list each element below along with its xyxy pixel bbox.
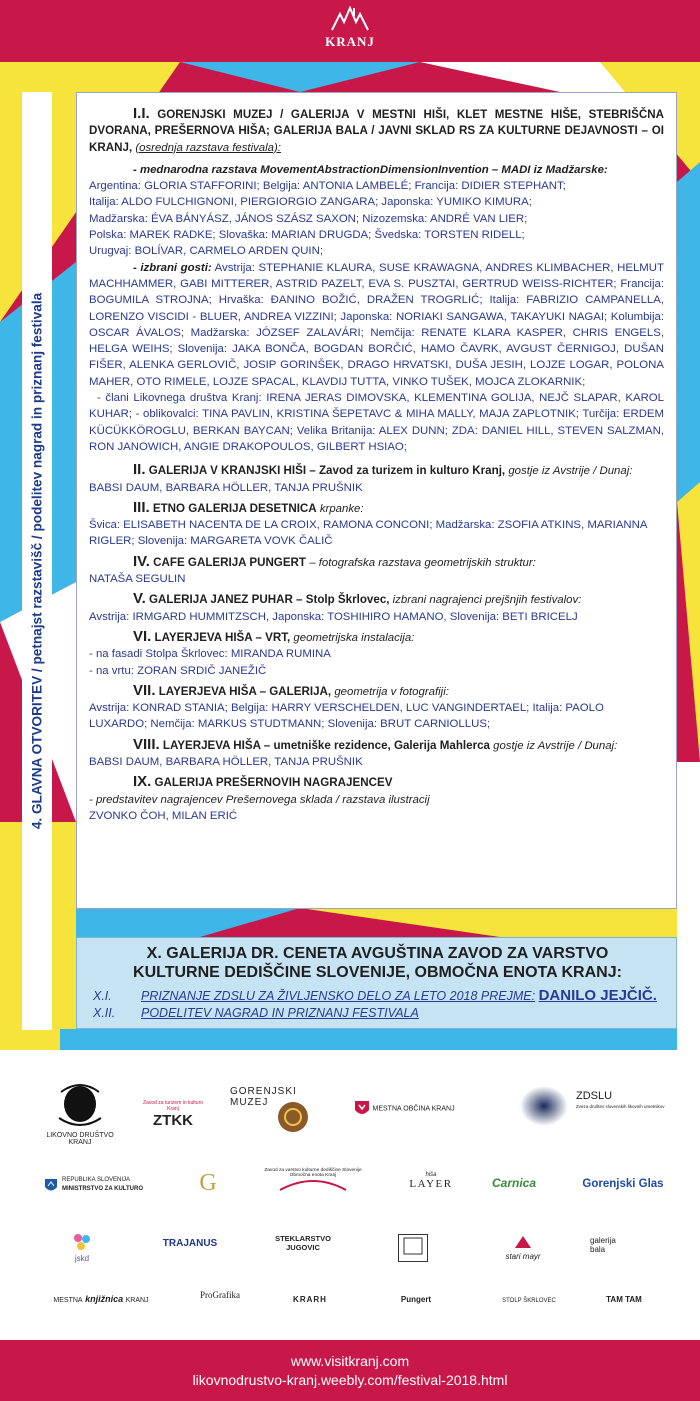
- madi-line: Polska: MAREK RADKE; Slovaška: MARIAN DRUGDA; Švedska: TORSTEN RIDELL;: [89, 229, 525, 242]
- steklarstvo-logo: STEKLARSTVO JUGOVIC: [275, 1234, 331, 1252]
- kranj-logo: [320, 6, 380, 56]
- section-2: II. GALERIJA V KRANJSKI HIŠI – Zavod za turizem in kulturo Kranj, gostje iz Avstrije / Dunaj: BABSI DAUM, BARBARA HÖLLER, TANJA PRUŠNIK: [89, 462, 664, 496]
- galerija-bala-logo: galerija bala: [590, 1236, 616, 1254]
- madi-line: Madžarska: ÉVA BÁNYÁSZ, JÁNOS SZÁSZ SAXON; Nizozemska: ANDRÉ VAN LIER;: [89, 212, 528, 225]
- gorenjski-glas-logo: Gorenjski Glas: [582, 1178, 664, 1190]
- kranj-coat-of-arms-icon: [354, 1100, 370, 1118]
- section-10-box: [76, 937, 677, 1029]
- madi-line: Urugvaj: BOLÍVAR, CARMELO ARDEN QUIN;: [89, 245, 323, 258]
- section-9-sub: - predstavitev nagrajencev Prešernovega sklada / razstava ilustracij: [89, 793, 430, 806]
- section-10-item-1: X.I. PRIZNANJE ZDSLU ZA ŽIVLJENSKO DELO ZA LETO 2018 PREJME: DANILO JEJČIČ.: [93, 987, 657, 1004]
- sponsors-area: LIKOVNO DRUŠTVO KRANJ Zavod za turizem in kulturo Kranj ZTKK GORENJSKI MUZEJ MESTNA OBČINA KRANJ ZDSLU Zveza društev slovenskih likovnih umetnikov REPUBLIKA SLOVENIJA MINISTRSTVO ZA KULTURO G Zavod za varstvo kulturne dediščine Slovenije Območna enota Kranj hiša LAYER Carnica Gorenjski Glas jskd TRAJANUS STEKLARSTVO JUGOVIC stari mayr galerija bala MESTNA knjižnica KRANJ ProGrafika KRARH Pungert STOLP ŠKRLOVEC TAM TAM: [0, 1050, 700, 1340]
- stari-mayr-icon: [513, 1234, 533, 1250]
- ldk-emblem-icon: [55, 1082, 105, 1130]
- jskd-logo: jskd: [62, 1232, 102, 1263]
- madi-intro: - mednarodna razstava MovementAbstractionDimensionInvention – MADI iz Madžarske:: [133, 163, 608, 176]
- section-1: [89, 106, 664, 156]
- stolp-skrlovec-logo: STOLP ŠKRLOVEC: [502, 1298, 556, 1304]
- section-7-names: Avstrija: KONRAD STANIA; Belgija: HARRY VERSCHELDEN, LUC VANGINDERTAEL; Italija: PAOLO LUXARDO; Nemčija: MARKUS STUDTMANN; Slovenija: BRUT CARNIOLLUS;: [89, 702, 604, 731]
- slovenia-crest-icon: [44, 1178, 58, 1194]
- ldk-logo: LIKOVNO DRUŠTVO KRANJ: [40, 1082, 120, 1146]
- layer-logo: hiša LAYER: [409, 1172, 453, 1190]
- pungert-logo: Pungert: [400, 1295, 432, 1304]
- madi-line: Argentina: GLORIA STAFFORINI; Belgija: ANTONIA LAMBELÉ; Francija: DIDIER STEPHANT;: [89, 180, 566, 193]
- footer-url-2[interactable]: likovnodrustvo-kranj.weebly.com/festival-2018.html: [192, 1372, 508, 1388]
- stari-mayr-logo: stari mayr: [498, 1234, 548, 1261]
- section-1-title: GORENJSKI MUZEJ / GALERIJA V MESTNI HIŠI, KLET MESTNE HIŠE, STEBRIŠČNA DVORANA, PREŠERNOVA HIŠA; GALERIJA BALA / JAVNI SKLAD RS ZA KULTURNE DEJAVNOSTI – OI KRANJ,: [89, 108, 665, 154]
- program-panel: [76, 92, 677, 909]
- section-8-names: BABSI DAUM, BARBARA HÖLLER, TANJA PRUŠNIK: [89, 755, 363, 768]
- prografika-logo: ProGrafika: [200, 1290, 240, 1300]
- mok-logo: MESTNA OBČINA KRANJ: [354, 1100, 484, 1118]
- section-2-names: BABSI DAUM, BARBARA HÖLLER, TANJA PRUŠNIK: [89, 481, 363, 494]
- section-4-names: NATAŠA SEGULIN: [89, 573, 186, 586]
- section-9: IX. GALERIJA PREŠERNOVIH NAGRAJENCEV - predstavitev nagrajencev Prešernovega sklada / razstava ilustracij ZVONKO ČOH, MILAN ERIĆ: [89, 774, 664, 824]
- gorenjski-muzej-logo: GORENJSKI MUZEJ: [230, 1086, 310, 1108]
- gallery-g-logo: G: [199, 1170, 217, 1196]
- jskd-dots-icon: [72, 1232, 92, 1252]
- zdslu-blur-icon: [520, 1086, 568, 1126]
- section-5: V. GALERIJA JANEZ PUHAR – Stolp Škrlovec, izbrani nagrajenci prejšnjih festivalov: Avstrija: IRMGARD HUMMITZSCH, Japonska: TOSHIHIRO HAMANO, Slovenija: BETI BRICELJ: [89, 591, 664, 625]
- muzej-circle-icon: [276, 1100, 310, 1134]
- section-10-item-2: X.II. PODELITEV NAGRAD IN PRIZNANJ FESTIVALA: [93, 1006, 419, 1020]
- section-4: IV. CAFE GALERIJA PUNGERT – fotografska razstava geometrijskih struktur: NATAŠA SEGULIN: [89, 554, 664, 588]
- tamtam-logo: TAM TAM: [606, 1295, 642, 1304]
- section-7: VII. LAYERJEVA HIŠA – GALERIJA, geometrija v fotografiji: Avstrija: KONRAD STANIA; Belgija: HARRY VERSCHELDEN, LUC VANGINDERTAEL; Italija: PAOLO LUXARDO; Nemčija: MARKUS STUDTMANN; Slovenija: BRUT CARNIOLLUS;: [89, 683, 664, 733]
- section-1-note: (osrednja razstava festivala):: [135, 141, 281, 154]
- zvkds-arc-icon: [278, 1178, 348, 1192]
- section-5-names: Avstrija: IRMGARD HUMMITZSCH, Japonska: TOSHIHIRO HAMANO, Slovenija: BETI BRICELJ: [89, 610, 578, 623]
- section-6-line: - na fasadi Stolpa Škrlovec: MIRANDA RUMINA: [89, 648, 331, 661]
- madi-line: Italija: ALDO FULCHIGNONI, PIERGIORGIO ZANGARA; Japonska: YUMIKO KIMURA;: [89, 196, 532, 209]
- section-10-title: X. GALERIJA DR. CENETA AVGUŠTINA ZAVOD ZA VARSTVO KULTURNE DEDIŠČINE SLOVENIJE, OBMOČNA ENOTA KRANJ:: [133, 945, 622, 981]
- section-9-names: ZVONKO ČOH, MILAN ERIĆ: [89, 809, 238, 822]
- kranj-skyline-icon: [330, 6, 370, 32]
- logo-text: KRANJ: [325, 34, 375, 49]
- square-logo: [398, 1234, 428, 1262]
- section-8: VIII. LAYERJEVA HIŠA – umetniške rezidence, Galerija Mahlerca gostje iz Avstrije / Dunaj: BABSI DAUM, BARBARA HÖLLER, TANJA PRUŠNIK: [89, 737, 664, 771]
- madi-block: [89, 162, 664, 455]
- section-6: VI. LAYERJEVA HIŠA – VRT, geometrijska instalacija: - na fasadi Stolpa Škrlovec: MIRANDA RUMINA - na vrtu: ZORAN SRDIČ JANEŽIČ: [89, 629, 664, 679]
- section-1-number: I.I.: [133, 105, 150, 122]
- footer-bar: [0, 1340, 700, 1401]
- section-6-line: - na vrtu: ZORAN SRDIČ JANEŽIČ: [89, 664, 267, 677]
- members-text: - člani Likovnega društva Kranj: IRENA JERAS DIMOVSKA, KLEMENTINA GOLIJA, NEJČ SLAPAR, KAROL KUHAR; - oblikovalci: TINA PAVLIN, KRISTINA ŠEPETAVC & MIHA MALLY, MAJA ZAPLOTNIK; Turčija: ERDEM KÜCÜKKÖROGLU, BERKAN BAYCAN; Velika Britanija: ALEX DUNN; ZDA: DANIEL HILL, STEVEN SALZMAN, RON JANOWICH, ANGIE DRAKOPOULOS, GILBERT HSIAO;: [89, 392, 664, 453]
- carnica-logo: Carnica: [491, 1176, 537, 1190]
- vertical-title: 4. GLAVNA OTVORITEV / petnajst razstavišč / podelitev nagrad in priznanj festivala: [29, 292, 45, 830]
- mestna-knjiznica-logo: MESTNA knjižnica KRANJ: [53, 1294, 149, 1304]
- zvkds-logo: Zavod za varstvo kulturne dediščine Slovenije Območna enota Kranj: [258, 1168, 368, 1194]
- frame-icon: [401, 1235, 425, 1257]
- guests-text: - izbrani gosti: Avstrija: STEPHANIE KLAURA, SUSE KRAWAGNA, ANDRES KLIMBACHER, HELMUT MACHHAMMER, GABI MITTERER, ASTRID PAZELT, EVA S. PUSZTAI, GERTRUD WEISS-RICHTER; Francija: BOGUMILA STROJNA; Hrvaška: ĐANINO BOŽIĆ, DRAŽEN TROGRLIĆ; Italija: FABRIZIO CAMPANELLA, LORENZO VISCIDI - BLUER, ANDREA VIZZINI; Japonska: NORIAKI SANGAWA, TAKAYUKI NAGAI; Kolumbija: OSCAR ÁVALOS; Madžarska: JÓZSEF ZALAVÁRI; Nemčija: RENATE KLARA KASPER, CHRIS ENGELS, HELGA WEIHS; Slovenija: JAKA BONČA, BOGDAN BORČIĆ, HAMO ČAVRK, AVGUST ČERNIGOJ, DUŠAN FIŠER, ALENKA GERLOVIČ, JOSIP GORINŠEK, DRAGO HRVATSKI, DUŠA JESIH, LOJZE LOGAR, POLONA MAHER, OTO RIMELE, LOJZE SPACAL, KLAVDIJ TUTTA, VINKO TUŠEK, MOJCA ZLOKARNIK;: [89, 261, 664, 388]
- header-bar: [0, 0, 700, 62]
- krarh-logo: KRARH: [293, 1295, 327, 1304]
- section-3: III. ETNO GALERIJA DESETNICA krpanke: Švica: ELISABETH NACENTA DE LA CROIX, RAMONA CONCONI; Madžarska: ZSOFIA ATKINS, MARIANNA RIGLER; Slovenija: MARGARETA VOVK ČALIČ: [89, 500, 664, 550]
- footer-url-1[interactable]: www.visitkranj.com: [290, 1353, 410, 1369]
- vertical-title-panel: [22, 92, 52, 1030]
- section-3-names: Švica: ELISABETH NACENTA DE LA CROIX, RAMONA CONCONI; Madžarska: ZSOFIA ATKINS, MARIANNA RIGLER; Slovenija: MARGARETA VOVK ČALIČ: [89, 519, 647, 548]
- ztkk-logo: Zavod za turizem in kulturo Kranj ZTKK: [142, 1100, 204, 1129]
- trajanus-logo: TRAJANUS: [162, 1238, 218, 1249]
